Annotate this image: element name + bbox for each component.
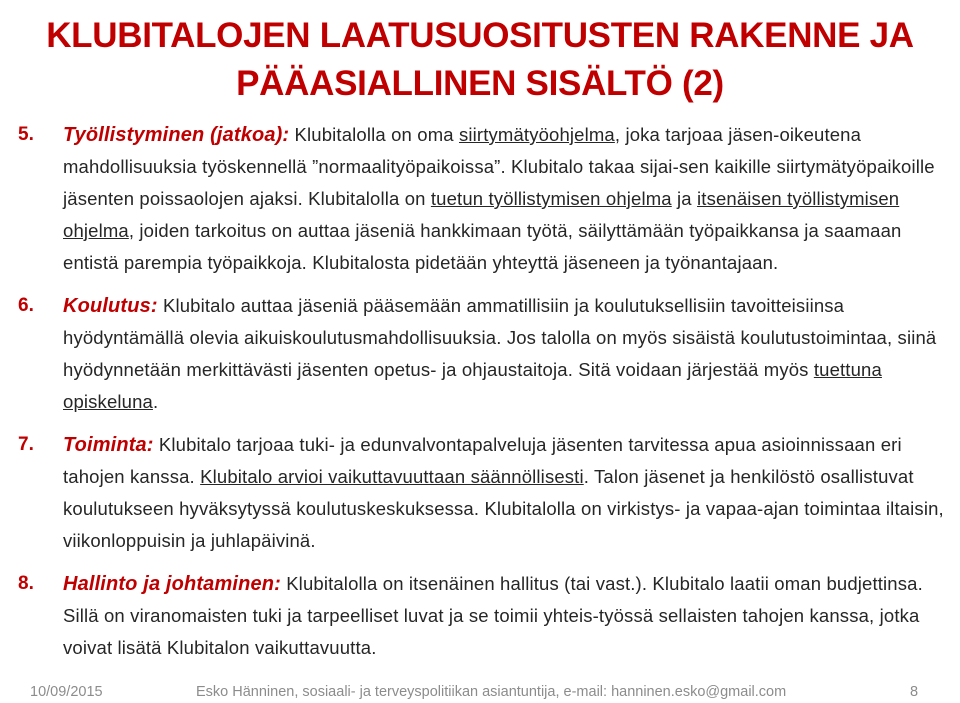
item-number: 5. — [18, 124, 34, 145]
list-item-8 — [18, 568, 948, 664]
underlined-term: tuettuna opiskeluna — [63, 359, 882, 412]
item-heading: Työllistyminen (jatkoa): — [63, 124, 290, 146]
text-run: Klubitalo tarjoaa tuki- ja edunvalvontapalveluja jäsenten tarvitessa apua asioinnissaan eri tahojen kanssa. — [63, 434, 902, 487]
list-item-7 — [18, 429, 948, 557]
item-text — [63, 119, 948, 279]
item-text — [63, 290, 948, 418]
list-item-5 — [18, 119, 948, 279]
item-heading: Toiminta: — [63, 434, 154, 456]
page-number: 8 — [910, 684, 919, 700]
content-list — [18, 119, 948, 675]
item-text — [63, 429, 948, 557]
underlined-term: itsenäisen työllistymisen ohjelma — [63, 188, 900, 241]
text-run: ja — [671, 188, 698, 209]
slide-title — [0, 12, 960, 108]
list-item-6 — [18, 290, 948, 418]
underlined-term: tuetun työllistymisen ohjelma — [430, 188, 672, 209]
text-run: Klubitalolla on itsenäinen hallitus (tai vast.). Klubitalo laatii oman budjettinsa. Sillä on viranomaisten tuki ja tarpeelliset luvat ja se toimii yhteis-työssä sellaisten tahojen kanssa, jotka voivat lisätä Klubitalon vaikuttavuutta. — [63, 573, 923, 658]
item-number: 7. — [18, 434, 34, 455]
item-heading: Hallinto ja johtaminen: — [63, 573, 281, 595]
item-heading: Koulutus: — [63, 295, 158, 317]
text-run: . Talon jäsenet ja henkilöstö osallistuvat koulutukseen hyväksytyssä koulutuskeskuksessa. Klubitalolla on virkistys- ja vapaa-ajan toimintaa iltaisin, viikonloppuisin ja juhlapäivinä. — [63, 466, 944, 551]
underlined-term: Klubitalo arvioi vaikuttavuuttaan säännöllisesti — [200, 466, 584, 487]
text-run: . — [152, 391, 159, 412]
footer — [0, 681, 960, 703]
text-run: Klubitalo auttaa jäseniä pääsemään ammatillisiin ja koulutuksellisiin tavoitteisiinsa hyödyntämällä olevia aikuiskoulutusmahdollisuuksia. Jos talolla on myös sisäistä koulutustoimintaa, siinä hyödynnetään merkittävästi jäsenten opetus- ja ohjaustaitoja. Sitä voidaan järjestää myös — [63, 295, 937, 380]
underlined-term: siirtymätyöohjelma — [458, 124, 615, 145]
footer-author: Esko Hänninen, sosiaali- ja terveyspolitiikan asiantuntija, e-mail: hanninen.esko@gmail.com — [196, 684, 787, 700]
item-text — [63, 568, 948, 664]
footer-date: 10/09/2015 — [30, 684, 103, 700]
item-number: 8. — [18, 573, 34, 594]
title-line-1: KLUBITALOJEN LAATUSUOSITUSTEN RAKENNE JA — [46, 16, 914, 55]
title-line-2: PÄÄASIALLINEN SISÄLTÖ (2) — [236, 64, 724, 103]
item-number: 6. — [18, 295, 34, 316]
text-run: , joiden tarkoitus on auttaa jäseniä hankkimaan työtä, säilyttämään työpaikkansa ja saamaan entistä parempia työpaikkoja. Klubitalosta pidetään yhteyttä jäseneen ja työnantajaan. — [63, 220, 902, 273]
text-run: , joka tarjoaa jäsen-oikeutena mahdollisuuksia työskennellä ”normaalityöpaikoissa”. Klubitalo takaa sijai-sen kaikille siirtymätyöpaikoille jäsenten poissaolojen ajaksi. Klubitalolla on — [63, 124, 935, 209]
text-run: Klubitalolla on oma — [289, 124, 459, 145]
